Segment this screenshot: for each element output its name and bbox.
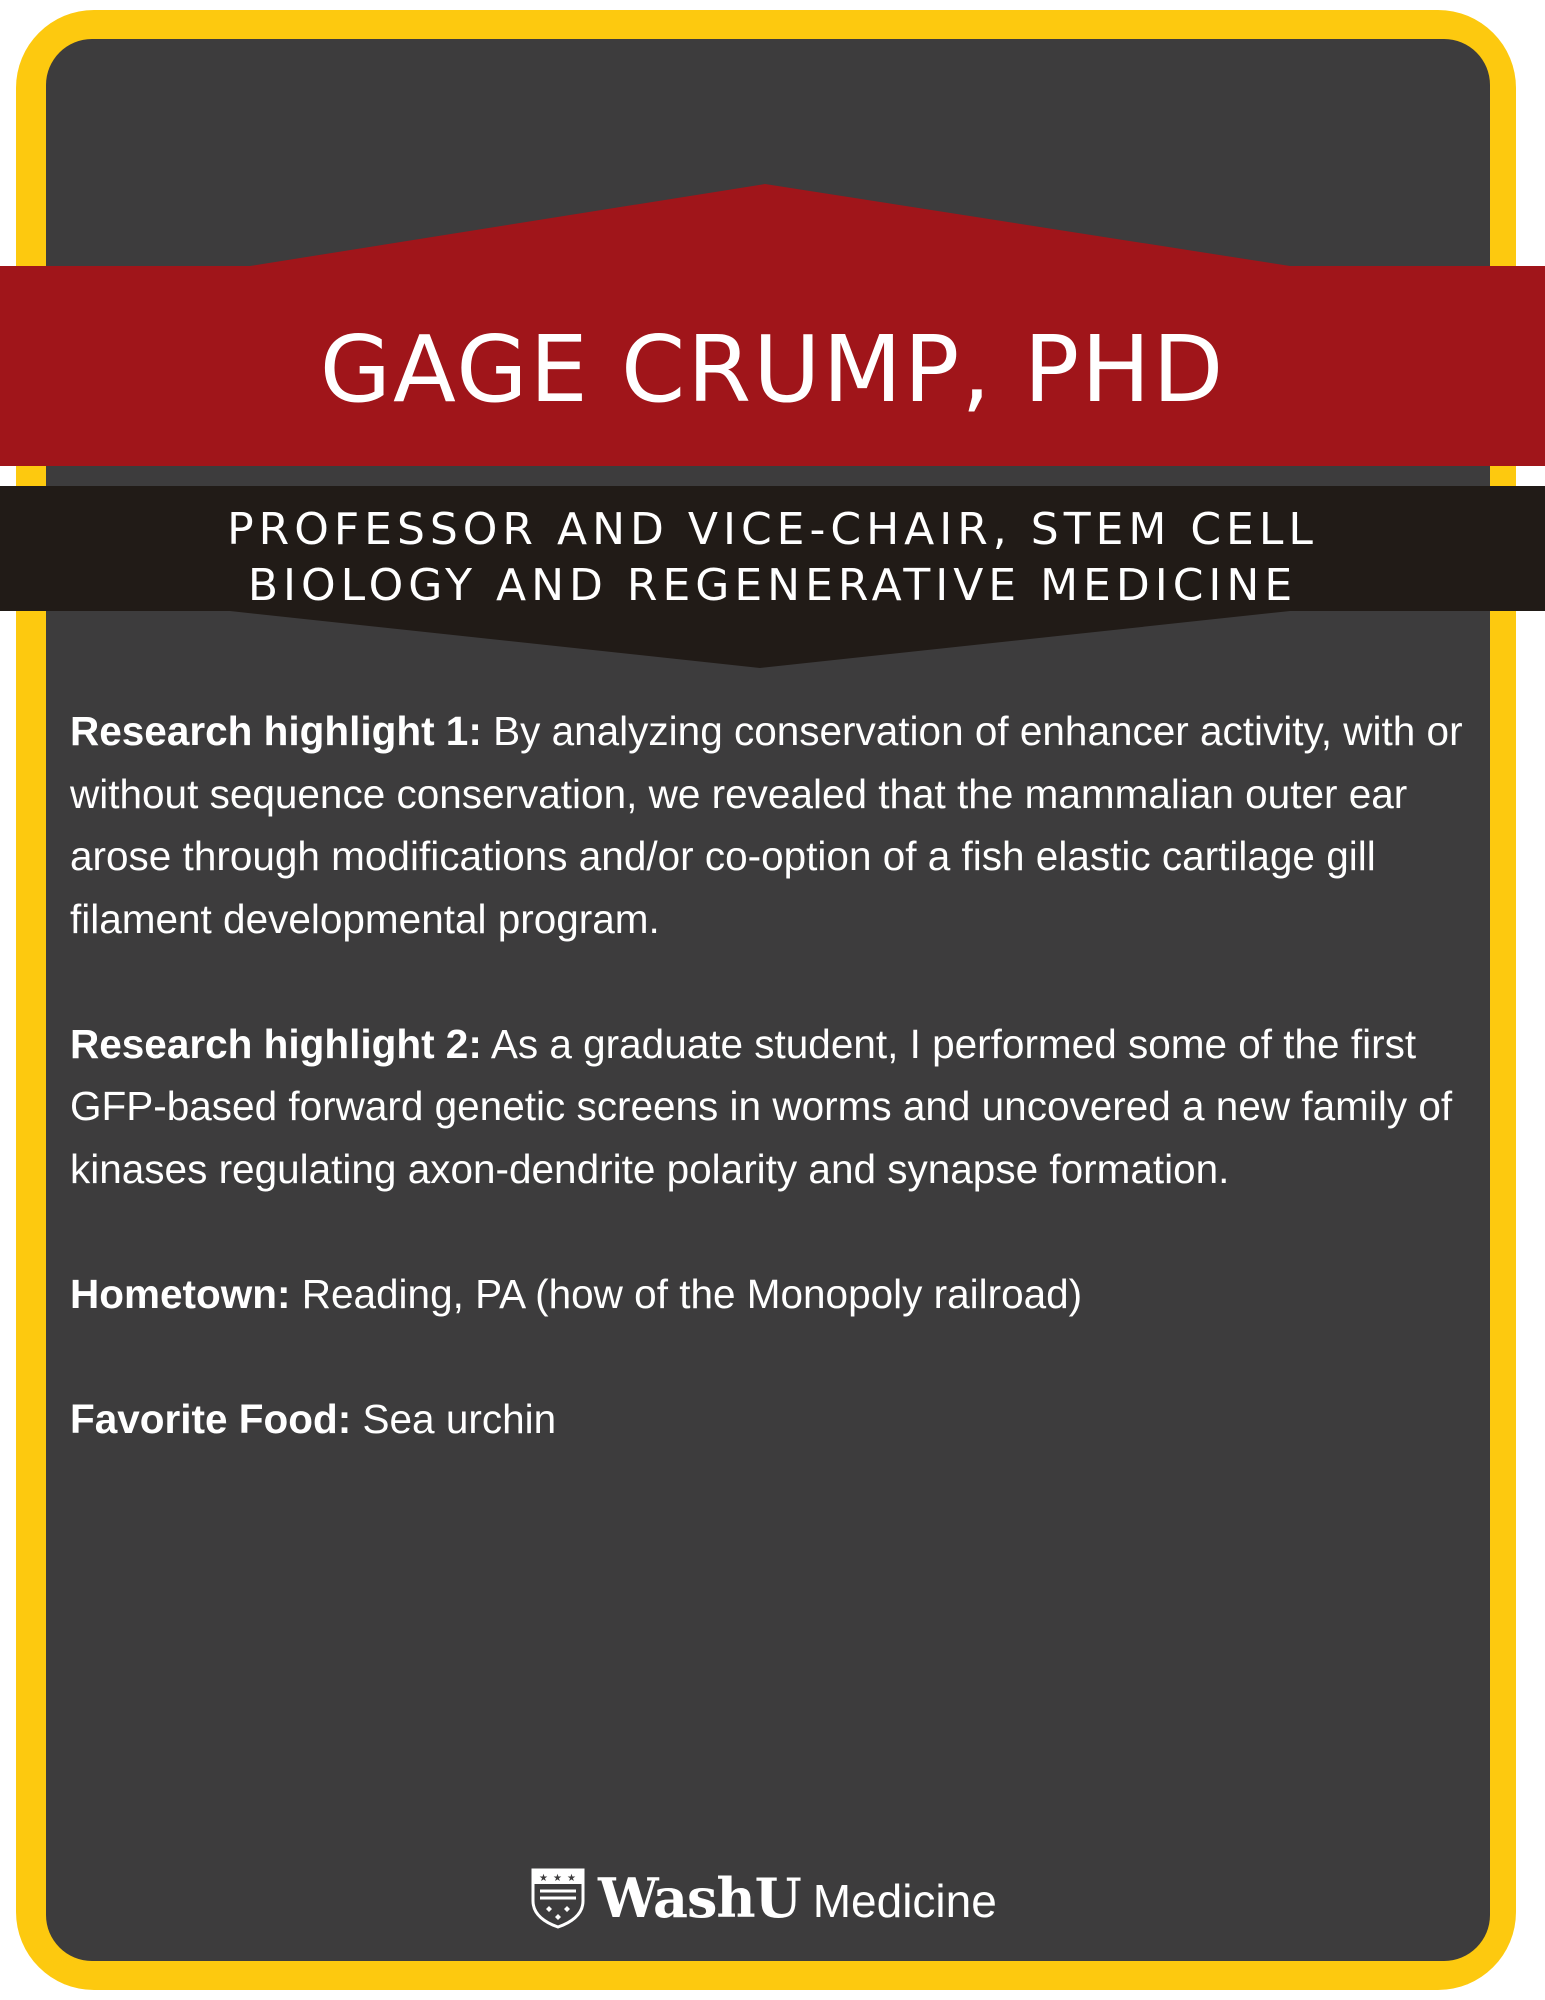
hometown-label: Hometown: — [70, 1270, 291, 1317]
washu-medicine-logo — [530, 1866, 997, 1930]
favorite-food — [70, 1388, 1490, 1451]
research-highlight-1-text: By analyzing conservation of enhancer activity, with or without sequence conservation, we revealed that the mammalian outer ear arose through modifications and/or co-option of a fish elastic cartilage gill filament developmental program. — [70, 708, 1463, 942]
job-title — [0, 502, 1545, 614]
shield-icon — [530, 1867, 586, 1929]
research-highlight-2 — [70, 1013, 1490, 1201]
research-highlight-1-label: Research highlight 1: — [70, 708, 482, 754]
profile-details — [70, 700, 1490, 1513]
favorite-food-label: Favorite Food: — [70, 1395, 352, 1442]
hometown — [70, 1263, 1490, 1326]
job-title-line-2: BIOLOGY AND REGENERATIVE MEDICINE — [247, 560, 1298, 611]
page-title: GAGE CRUMP, PHD — [319, 316, 1226, 423]
svg-text:★: ★ — [539, 1873, 548, 1884]
svg-text:★: ★ — [567, 1873, 576, 1884]
research-highlight-2-text: As a graduate student, I performed some of the first GFP-based forward genetic screens in worms and uncovered a new family of kinases regulating axon-dendrite polarity and synapse formation. — [70, 1020, 1453, 1192]
logo-brand: WashU — [598, 1866, 801, 1930]
research-highlight-2-label: Research highlight 2: — [70, 1020, 482, 1067]
logo-unit: Medicine — [812, 1875, 997, 1927]
job-title-line-1: PROFESSOR AND VICE-CHAIR, STEM CELL — [227, 504, 1318, 555]
hometown-text: Reading, PA (how of the Monopoly railroad) — [290, 1270, 1083, 1317]
favorite-food-text: Sea urchin — [351, 1395, 557, 1442]
svg-text:★: ★ — [553, 1873, 562, 1884]
research-highlight-1 — [70, 700, 1490, 950]
